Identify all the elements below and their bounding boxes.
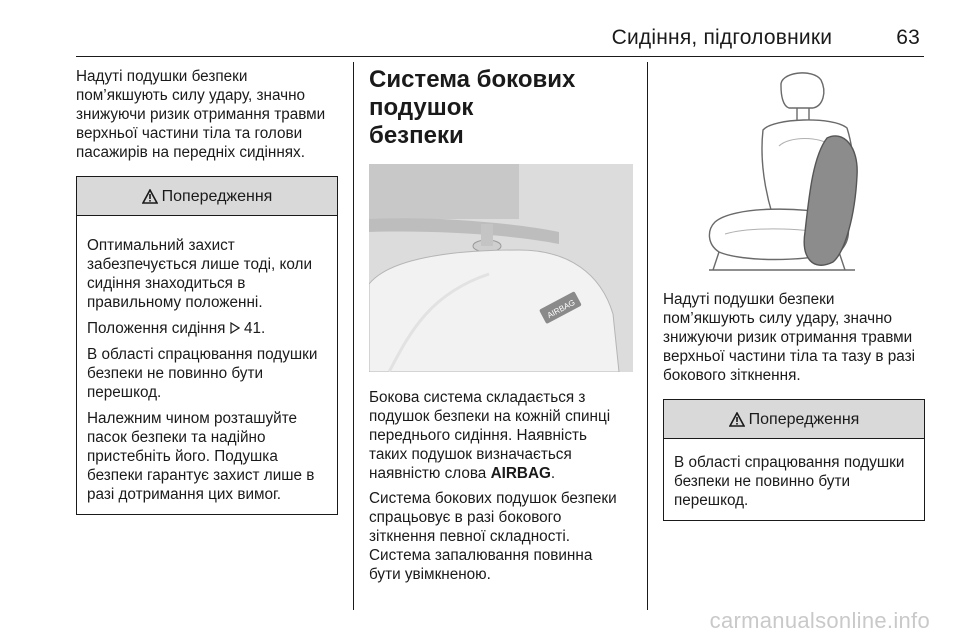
column-divider-1 xyxy=(353,62,354,610)
text-line: сидіння знаходиться в xyxy=(87,275,246,292)
section-title xyxy=(369,66,637,150)
text-line: подушок безпеки на кожній спинці xyxy=(369,408,611,425)
text-line: Оптимальний захист xyxy=(87,237,235,254)
text-line: верхньої частини тіла та голови xyxy=(76,125,303,142)
warning-triangle-icon xyxy=(142,189,158,204)
text-line: пасок безпеки та надійно xyxy=(87,429,266,446)
watermark: carmanualsonline.info xyxy=(709,608,930,633)
text-line: Надуті подушки безпеки xyxy=(663,291,835,308)
left-intro xyxy=(76,67,338,162)
page-reference-icon xyxy=(230,322,240,334)
header-title: Сидіння, підголовники xyxy=(611,26,833,49)
text-line: безпеки не повинно бути xyxy=(674,473,850,490)
warning-header xyxy=(664,400,924,439)
text-line: правильному положенні. xyxy=(87,294,263,311)
text-line: Система бокових подушок безпеки xyxy=(369,490,617,507)
warning-box xyxy=(663,399,925,521)
text-line: знижуючи ризик отримання травми xyxy=(663,329,913,346)
text-line: Надуті подушки безпеки xyxy=(76,68,248,85)
seat-position-text: Положення сидіння xyxy=(87,320,226,337)
page-reference-link[interactable]: 41. xyxy=(243,320,266,337)
text-line: безпеки не повинно бути xyxy=(87,365,263,382)
text-line: бокового зіткнення. xyxy=(663,367,801,384)
left-column xyxy=(76,67,338,515)
text-line: знижуючи ризик отримання травми xyxy=(76,106,326,123)
page-header xyxy=(612,26,920,50)
page-number: 63 xyxy=(896,26,920,49)
title-line: безпеки xyxy=(369,122,464,149)
text-line: пасажирів на передніх сидіннях. xyxy=(76,144,305,161)
header-rule xyxy=(76,56,924,57)
text-line: наявністю слова xyxy=(369,465,491,482)
column-divider-2 xyxy=(647,62,648,610)
text-line: спрацьовує в разі бокового xyxy=(369,509,562,526)
middle-column xyxy=(369,66,637,590)
text-line: Належним чином розташуйте xyxy=(87,410,298,427)
warning-box xyxy=(76,176,338,515)
text-line: бути увімкненою. xyxy=(369,566,491,583)
warning-body xyxy=(664,439,924,520)
airbag-keyword: AIRBAG xyxy=(490,465,551,482)
right-column xyxy=(663,66,925,521)
text-line: пристебніть його. Подушка xyxy=(87,448,278,465)
text-line: В області спрацювання подушки xyxy=(674,454,905,471)
text-line: перешкод. xyxy=(674,492,749,509)
text-line: забезпечується лише тоді, коли xyxy=(87,256,312,273)
airbag-tag-label: AIRBAG xyxy=(545,297,577,321)
text-line: Система запалювання повинна xyxy=(369,547,593,564)
text-line: переднього сидіння. Наявність xyxy=(369,427,587,444)
warning-title: Попередження xyxy=(161,187,273,205)
text-line: пом’якшують силу удару, значно xyxy=(663,310,893,327)
warning-title: Попередження xyxy=(748,410,860,428)
seat-illustration xyxy=(663,66,925,278)
text-line: зіткнення певної складності. xyxy=(369,528,570,545)
warning-body xyxy=(77,216,337,514)
text-line: перешкод. xyxy=(87,384,162,401)
title-line: Система бокових подушок xyxy=(369,66,576,121)
warning-header xyxy=(77,177,337,216)
text-line: таких подушок визначається xyxy=(369,446,572,463)
text-line: Бокова система складається з xyxy=(369,389,586,406)
seat-side-airbag-figure xyxy=(663,66,925,278)
warning-triangle-icon xyxy=(729,412,745,427)
seat-airbag-illustration xyxy=(369,164,633,372)
text-line: верхньої частини тіла та тазу в разі xyxy=(663,348,916,365)
text-line: пом’якшують силу удару, значно xyxy=(76,87,306,104)
text-line: разі дотримання цих вимог. xyxy=(87,486,281,503)
text-line: В області спрацювання подушки xyxy=(87,346,318,363)
text-line: безпеки гарантує захист лише в xyxy=(87,467,315,484)
text-punct: . xyxy=(550,465,556,482)
airbag-label-figure xyxy=(369,164,633,372)
